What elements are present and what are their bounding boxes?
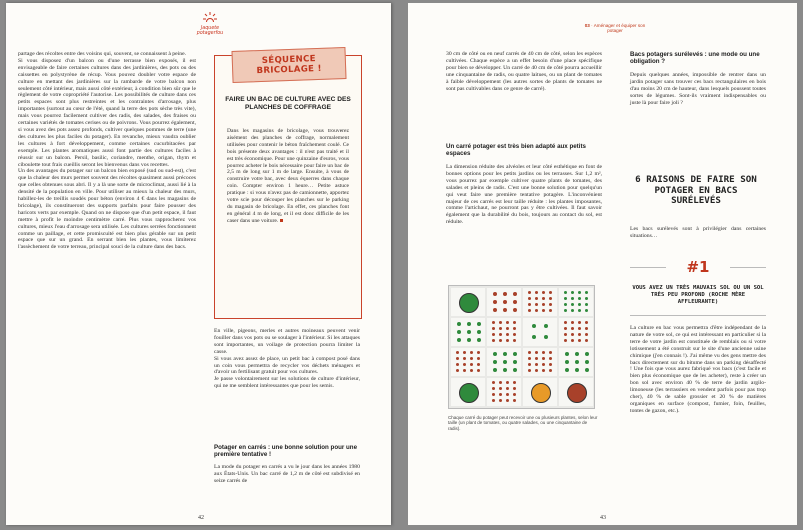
plant-dot [499,327,502,330]
garden-square [451,378,485,406]
plant-dot [585,327,588,330]
plant-dot [503,368,507,372]
garden-square [487,288,521,316]
plant-dot [513,339,516,342]
plant-dot [457,338,461,342]
plant-dot [544,335,548,339]
plant-dot [578,333,581,336]
garden-square [487,348,521,376]
plant-dot [477,369,480,372]
plant-dot [542,363,545,366]
plant-dot [503,292,507,296]
garden-square [523,348,557,376]
plant-dot [503,352,507,356]
plant-dot [535,363,538,366]
plant-dot [578,303,581,306]
plant-dot [575,360,579,364]
plant-dot [513,387,516,390]
plant-dot [528,363,531,366]
plant-dot [564,333,567,336]
plant-dot [477,351,480,354]
chapter-number: 03 [584,23,590,28]
plant-dot [542,297,545,300]
plant-dot [499,333,502,336]
plant-dot [463,357,466,360]
plant-dot [493,300,497,304]
plant-dot [459,383,479,403]
plant-dot [503,308,507,312]
plant-dot [477,363,480,366]
plant-dot [535,309,538,312]
plant-dot [513,393,516,396]
plant-dot [513,360,517,364]
plant-dot [532,335,536,339]
plant-dot [571,291,574,294]
plant-dot [467,338,471,342]
plant-dot [492,339,495,342]
plant-dot [477,338,481,342]
plant-dot [456,357,459,360]
plant-dot [492,381,495,384]
garden-square [523,318,557,346]
plant-dot [467,322,471,326]
plant-dot [513,292,517,296]
plant-dot [499,339,502,342]
square-garden-diagram [448,285,595,409]
plant-dot [549,351,552,354]
plant-dot [463,369,466,372]
plant-dot [549,363,552,366]
plant-dot [456,351,459,354]
plant-dot [477,330,481,334]
reason-1-title: VOUS AVEZ UN TRÈS MAUVAIS SOL OU UN SOL TRÈS PEU PROFOND (ROCHE MÈRE AFFLEURANTE) [632,285,764,305]
plant-dot [575,352,579,356]
plant-dot [528,309,531,312]
plant-dot [542,369,545,372]
garden-square [559,288,593,316]
plant-dot [549,297,552,300]
plant-dot [571,327,574,330]
plant-dot [528,357,531,360]
plant-dot [531,383,551,403]
plant-dot [564,321,567,324]
diagram-caption: Chaque carré du potager peut recevoir une ou plusieurs plantes, selon leur taille (un plant de tomates, ou quatre salades, ou une cinquantaine de radis). [448,415,598,431]
plant-dot [492,327,495,330]
plant-dot [528,369,531,372]
divider-right [730,267,766,268]
plant-dot [499,393,502,396]
plant-dot [535,357,538,360]
sequence-body [227,128,349,225]
plant-dot [470,357,473,360]
plant-dot [549,291,552,294]
plant-dot [499,387,502,390]
left-page [6,3,391,525]
plant-dot [528,303,531,306]
right-column-2-top-text: Depuis quelques années, impossible de rentrer dans un jardin potager sans trouver ces bacs rectangulaires en bois d'au moins 20 cm de hauteur, dans lesquels poussent toutes sortes de légumes. Sont-ils vraiment indispensables ou juste là pour faire joli ? [630,72,766,106]
garden-square [451,318,485,346]
plant-dot [506,339,509,342]
plant-dot [578,291,581,294]
plant-dot [565,352,569,356]
plant-dot [493,352,497,356]
plant-dot [571,339,574,342]
plant-dot [585,339,588,342]
plant-dot [506,399,509,402]
garden-square [487,318,521,346]
plant-dot [542,303,545,306]
plant-dot [456,369,459,372]
plant-dot [564,297,567,300]
plant-dot [506,381,509,384]
plant-dot [513,352,517,356]
end-mark-icon [280,219,283,222]
right-column-1-mid-text: La dimension réduite des alvéoles et leur côté esthétique en font de bonnes options pour les petits jardins ou les terrasses. Sur 1,2 m², vous pourrez par exemple cultiver quatre plants de tomates, des salades et pleins de radis. C'est une bonne solution pour quelqu'un qui veut faire une première tentative potagère. L'inconvénient majeur de ces carrés est leur taille réduite : les plantes imposantes, comme l'artichaut, ne pourront pas y être cultivées. Il faut savoir également que la durabilité du bois, toujours au contact du sol, est réduite. [446,164,602,226]
logo-text: Jaquete potagerfou [196,26,224,36]
garden-square [559,378,593,406]
plant-dot [513,399,516,402]
garden-square [487,378,521,406]
plant-dot [567,383,587,403]
plant-dot [456,363,459,366]
plant-dot [506,321,509,324]
plant-dot [585,321,588,324]
plant-dot [535,291,538,294]
left-column-2-last-text: La mode du potager en carrés a vu le jour dans les années 1980 aux États-Unis. Un bac carré de 1,2 m de côté est subdivisé en seize carrés de [214,464,360,484]
plant-dot [513,300,517,304]
right-column-1-top-text: 30 cm de côté ou en neuf carrés de 40 cm de côté, selon les espèces cultivées. Chaque espèce a un effet besoin d'une place spécifique pour bien se développer. Un carré de 40 cm de côté pourra accueillir une cinquantaine de radis, ou quatre laitues, ou un plant de tomates à faible développement (les autres sortes de plants de tomates ne sont pas cultivables dans ce genre de carré). [446,51,602,92]
plant-dot [528,291,531,294]
potager-en-carres-subhead: Potager en carrés : une bonne solution pour une première tentative ! [214,444,358,459]
plant-dot [528,351,531,354]
plant-dot [506,393,509,396]
running-head: 03 · Aménager et équiper son potager [584,23,646,34]
reason-number: #1 [686,258,710,276]
plant-dot [477,322,481,326]
plant-dot [585,333,588,336]
plant-dot [571,309,574,312]
garden-square [559,348,593,376]
plant-dot [470,363,473,366]
plant-dot [463,351,466,354]
plant-dot [578,327,581,330]
plant-dot [532,324,536,328]
plant-dot [513,333,516,336]
plant-dot [535,303,538,306]
plant-dot [585,297,588,300]
plant-dot [585,360,589,364]
plant-dot [492,399,495,402]
plant-dot [565,360,569,364]
plant-dot [513,321,516,324]
sun-logo-icon [203,12,217,26]
plant-dot [513,381,516,384]
plant-dot [493,360,497,364]
plant-dot [457,330,461,334]
plant-dot [571,303,574,306]
plant-dot [571,321,574,324]
garden-square [523,288,557,316]
plant-dot [549,369,552,372]
plant-dot [575,368,579,372]
carre-potager-subhead: Un carré potager est très bien adapté aux petits espaces [446,143,586,158]
garden-square [523,378,557,406]
plant-dot [463,363,466,366]
plant-dot [477,357,480,360]
plant-dot [499,321,502,324]
plant-dot [506,333,509,336]
page-number-left: 42 [198,515,204,521]
plant-dot [513,308,517,312]
plant-dot [564,309,567,312]
plant-dot [513,368,517,372]
page-number-right: 43 [600,515,606,521]
plant-dot [564,339,567,342]
plant-dot [542,309,545,312]
plant-dot [565,368,569,372]
plant-dot [549,357,552,360]
plant-dot [564,291,567,294]
plant-dot [542,351,545,354]
plant-dot [528,297,531,300]
six-reasons-intro: Les bacs surélevés sont à privilégier dans certaines situations… [630,226,766,239]
right-page [408,3,797,525]
sequence-bricolage-box [214,55,362,319]
sequence-title: FAIRE UN BAC DE CULTURE AVEC DES PLANCHES DE COFFRAGE [225,96,351,111]
plant-dot [544,324,548,328]
plant-dot [549,309,552,312]
plant-dot [578,297,581,300]
garden-square [451,348,485,376]
divider-reason [630,315,766,316]
plant-dot [492,333,495,336]
plant-dot [459,293,479,313]
plant-dot [535,297,538,300]
sequence-body-text: Dans les magasins de bricolage, vous trouverez aisément des planches de coffrage, normalement utilisées pour contenir le béton fraîchement coulé. Ce bois présente deux avantages : il n'est pas traité et il est très économique. Pour une quinzaine d'euros, vous pourrez acheter le bois nécessaire pour faire un bac de 2,5 m de long sur 1 m de large. Ensuite, à vous de construire votre bac, avec deux équerres dans chaque coin. Compter environ 1 heure… Petite astuce pratique : si vous n'avez pas de camionnette, apportez votre scie pour découper les planches sur le parking du magasin de bricolage. En effet, ces planches font en général 4 m de long, et il est donc difficile de les caser dans une voiture. [227,128,349,224]
logo [190,9,230,43]
plant-dot [549,303,552,306]
plant-dot [564,303,567,306]
plant-dot [578,321,581,324]
sequence-badge-text: SÉQUENCE BRICOLAGE ! [256,54,322,77]
plant-dot [542,357,545,360]
plant-dot [499,381,502,384]
sequence-badge [231,47,346,83]
plant-dot [513,327,516,330]
bacs-surelevés-subhead: Bacs potagers surélevés : une mode ou une obligation ? [630,51,760,66]
plant-dot [492,393,495,396]
plant-dot [535,369,538,372]
plant-dot [467,330,471,334]
plant-dot [506,327,509,330]
plant-dot [571,333,574,336]
garden-square [559,318,593,346]
plant-dot [564,327,567,330]
plant-dot [492,387,495,390]
plant-dot [542,291,545,294]
plant-dot [571,297,574,300]
plant-dot [493,292,497,296]
plant-dot [585,309,588,312]
plant-dot [585,291,588,294]
plant-dot [503,300,507,304]
plant-dot [470,351,473,354]
plant-dot [506,387,509,390]
plant-dot [499,399,502,402]
plant-dot [470,369,473,372]
plant-dot [585,303,588,306]
plant-dot [457,322,461,326]
plant-dot [578,339,581,342]
reason-1-body: La culture en bac vous permettra d'être indépendant de la nature de votre sol, ce qui est intéressant en particulier si la terre de votre jardin est constituée de remblais ou si votre lotissement a été construit sur le site d'une ancienne usine chimique (j'en connais !). J'ai même vu des gens mettre des bacs directement sur du bitume dans un parking désaffecté ! Une fois que vous aurez fabriqué vos bacs (c'est facile et bien plus économique que de les acheter), reste à créer un bon sol avec environ 40 % de terre de jardin argilo-limoneuse (les terrassiers en vendent parfois pour pas trop cher), 40 % de sable grossier et 20 % de matières organiques en surface (compost, fumier, foin, feuilles, tontes de gazon, etc.). [630,325,766,414]
plant-dot [493,308,497,312]
left-column-2-text: En ville, pigeons, merles et autres moineaux peuvent venir fouiller dans vos pots ou se soulager à l'intérieur. Si les attaques sont importantes, un voilage de protection pourra limiter la casse. Si vous avez assez de place, un petit bac à compost posé dans un coin vous permettra de recycler vos déchets ménagers et d'avoir un fertilisant gratuit pour vos cultures. Je passe volontairement sur les solutions de culture d'intérieur, qui ne me semblent intéressantes que pour les semis. [214,328,360,390]
six-reasons-title: 6 RAISONS DE FAIRE SON POTAGER EN BACS SURÉLEVÉS [635,174,757,206]
plant-dot [493,368,497,372]
plant-dot [585,352,589,356]
plant-dot [535,351,538,354]
chapter-title: Aménager et équiper son potager [593,23,646,34]
plant-dot [503,360,507,364]
left-column-1-text: partage des récoltes entre des voisins qui, souvent, se connaissent à peine. Si vous disposez d'un balcon ou d'une terrasse bien exposés, il est envisageable de faire certaines cultures dans des jardinières, des pots ou des caissettes en polystyrène de récup. Vous pouvez doubler votre espace de culture en mettant des jardinières sur la rambarde de votre balcon non seulement côté intérieur, mais aussi côté extérieur, à condition bien sûr que le règlement de votre copropriété l'autorise. Les possibilités de culture dans ces petits espaces sont plus restreintes et les contraintes d'arrosage, plus importantes (surtout au cœur de l'été, quand la terre des pots sèche très vite), mais vous pourrez facilement cultiver des radis, des salades, des fraises ou certaines variétés de tomates cerises ou de poivrons. Vous pourrez également, si vous avez des pots assez profonds, cultiver quelques pommes de terre (une des cultures les plus faciles du potager). En revanche, mieux vaudra oublier les cultures à fort développement, comme certaines cucurbitacées par exemple. Les plantes aromatiques aussi font partie des cultures faciles à réussir sur un balcon. Persil, basilic, coriandre, menthe, origan, thym et ciboulette tout frais cueillis seront les bienvenus dans vos recettes. Un des avantages du potager sur un balcon bien exposé (sud ou sud-est), c'est que la chaleur des murs permet souvent des récoltes quasiment aussi précoces que celles obtenues sous abri. Il y a là une sorte de microclimat, aussi lié à la densité de la population en ville. Pour utiliser au mieux la chaleur des murs, habillez-les de treillis soudés pour béton (environ 4 € dans les magasins de bricolage), ils constitueront des supports parfaits pour faire pousser des haricots verts par exemple. Quand on ne dispose que d'un petit espace, il faut mettre à profit le moindre centimètre carré. Plus vous rapprocherez vos cultures, mieux l'eau d'arrosage sera utilisée. Les cultures serrées fonctionnent comme un paillage, et cette promiscuité est bien plus gérable sur un petit espace que sur un grand. En serrant bien les plantes, vous limiterez l'assèchement de votre terreau, principal souci de la culture dans des bacs. [18,51,196,251]
plant-dot [585,368,589,372]
plant-dot [492,321,495,324]
garden-square [451,288,485,316]
plant-dot [578,309,581,312]
